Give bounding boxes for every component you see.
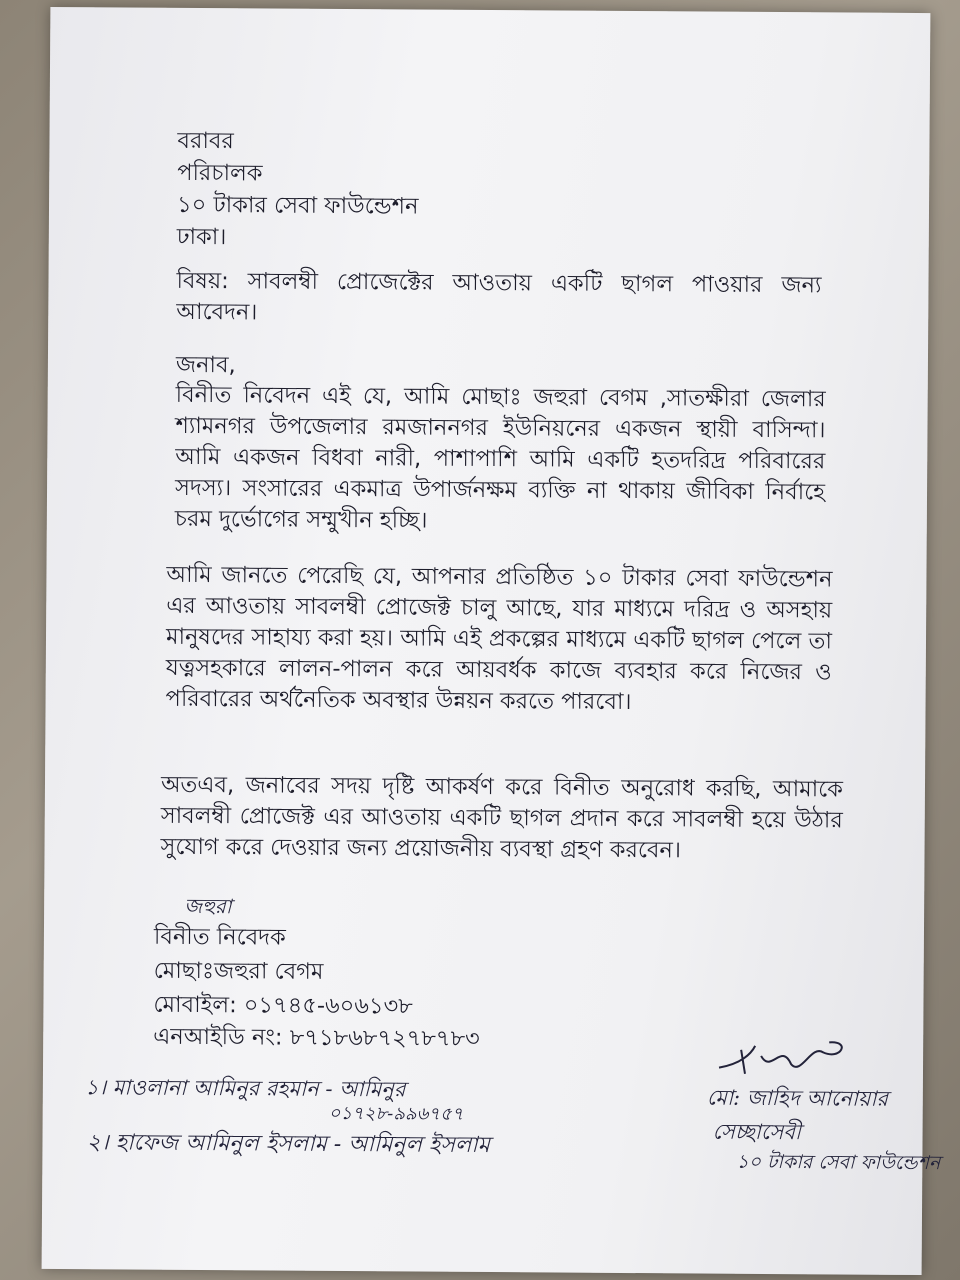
- address-organization: ১০ টাকার সেবা ফাউন্ডেশন: [176, 191, 419, 220]
- approver-designation: সেচ্ছাসেবী: [712, 1119, 802, 1145]
- address-designation: পরিচালক: [177, 159, 263, 187]
- witness-2: ২। হাফেজ আমিনুল ইসলাম - আমিনুল ইসলাম: [86, 1130, 491, 1159]
- salutation: জনাব,: [175, 351, 236, 379]
- applicant-closing: বিনীত নিবেদক: [153, 923, 286, 951]
- applicant-name: মোছাঃজহুরা বেগম: [153, 957, 324, 985]
- address-city: ঢাকা।: [176, 223, 227, 251]
- body-paragraph-3: অতএব, জনাবের সদয় দৃষ্টি আকর্ষণ করে বিনীত অনুরোধ করছি, আমাকে সাবলম্বী প্রোজেক্ট এর আওতায় একটি ছাগল প্রদান করে সাবলম্বী হয়ে উঠার সুযোগ করে দেওয়ার জন্য প্রয়োজনীয় ব্যবস্থা গ্রহণ করবেন।: [160, 771, 844, 864]
- body-paragraph-2: আমি জানতে পেরেছি যে, আপনার প্রতিষ্ঠিত ১০ টাকার সেবা ফাউন্ডেশন এর আওতায় সাবলম্বী প্রোজেক্ট চালু আছে, যার মাধ্যমে দরিদ্র ও অসহায় মানুষদের সাহায্য করা হয়। আমি এই প্রকল্পের মাধ্যমে একটি ছাগল পেলে তা যত্নসহকারে লালন-পালন করে আয়বর্ধক কাজে ব্যবহার করে নিজের ও পরিবারের অর্থনৈতিক অবস্থার উন্নয়ন করতে পারবো।: [165, 561, 833, 716]
- letter-paper: [42, 7, 941, 1275]
- witness-1-phone: ০১৭২৮-৯৯৬৭৫৭: [328, 1102, 464, 1125]
- subject-line: বিষয়: সাবলম্বী প্রোজেক্টের আওতায় একটি ছাগল পাওয়ার জন্য আবেদন।: [176, 267, 822, 326]
- approver-name: মো: জাহিদ আনোয়ার: [706, 1085, 889, 1111]
- applicant-mobile: মোবাইল: ০১৭৪৫-৬০৬১৩৮: [153, 991, 413, 1020]
- applicant-nid: এনআইডি নং: ৮৭১৮৬৮৭২৭৮৭৮৩: [153, 1023, 480, 1052]
- approver-organization: ১০ টাকার সেবা ফাউন্ডেশন: [736, 1150, 941, 1175]
- body-paragraph-1: বিনীত নিবেদন এই যে, আমি মোছাঃ জহুরা বেগম ,সাতক্ষীরা জেলার শ্যামনগর উপজেলার রমজাননগর ইউনিয়নের একজন স্থায়ী বাসিন্দা। আমি একজন বিধবা নারী, পাশাপাশি আমি একটি হতদরিদ্র পরিবারের সদস্য। সংসারের একমাত্র উপার্জনক্ষম ব্যক্তি না থাকায় জীবিকা নির্বাহে চরম দুর্ভোগের সম্মুখীন হচ্ছি।: [174, 381, 826, 534]
- witness-1: ১। মাওলানা আমিনুর রহমান - আমিনুর: [84, 1075, 406, 1102]
- address-to: বরাবর: [177, 127, 234, 155]
- applicant-signature: জহুরা: [184, 893, 232, 919]
